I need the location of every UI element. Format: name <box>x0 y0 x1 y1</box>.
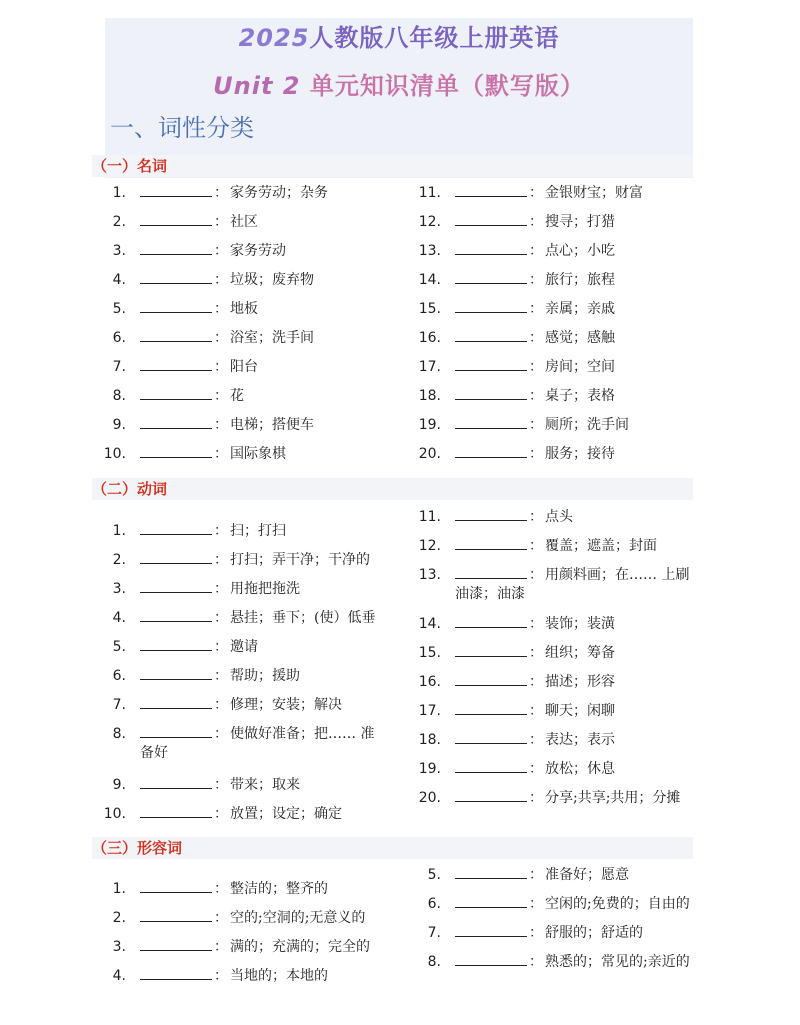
colon: ： <box>214 639 228 655</box>
title-text: 人教版八年级上册英语 <box>309 24 560 52</box>
colon: ： <box>529 185 543 201</box>
answer-blank[interactable] <box>140 578 212 593</box>
item-meaning: 当地的；本地的 <box>230 968 328 984</box>
item-meaning: 满的；充满的；完全的 <box>230 939 370 955</box>
item-number: 5. <box>112 639 126 655</box>
item-number: 6. <box>427 896 441 912</box>
colon: ： <box>529 538 543 554</box>
item-number: 10. <box>103 446 126 462</box>
item-meaning: 装饰；装潢 <box>545 616 615 632</box>
colon: ： <box>214 968 228 984</box>
item-meaning: 垃圾；废弃物 <box>230 272 314 288</box>
colon: ： <box>529 645 543 661</box>
item-number: 3. <box>112 581 126 597</box>
list-item <box>100 636 258 657</box>
item-meaning: 空的;空洞的;无意义的 <box>230 910 366 926</box>
list-item <box>100 182 328 203</box>
colon: ： <box>214 301 228 317</box>
item-meaning: 聊天；闲聊 <box>545 703 615 719</box>
list-item <box>100 414 314 435</box>
list-item <box>415 642 615 663</box>
answer-blank[interactable] <box>455 211 527 226</box>
item-meaning: 表达；表示 <box>545 732 615 748</box>
colon: ： <box>214 359 228 375</box>
colon: ： <box>529 790 543 806</box>
answer-blank[interactable] <box>140 878 212 893</box>
answer-blank[interactable] <box>455 182 527 197</box>
item-number: 18. <box>418 732 441 748</box>
item-meaning: 家务劳动；杂务 <box>230 185 328 201</box>
answer-blank[interactable] <box>455 535 527 550</box>
item-number: 4. <box>112 272 126 288</box>
list-item <box>100 723 374 744</box>
item-meaning: 扫；打扫 <box>230 523 286 539</box>
item-number: 20. <box>418 790 441 806</box>
item-meaning-continued: 备好 <box>140 745 168 761</box>
item-meaning: 打扫；弄干净；干净的 <box>230 552 370 568</box>
list-item <box>415 535 657 556</box>
page-title <box>105 18 693 53</box>
answer-blank[interactable] <box>455 269 527 284</box>
list-item <box>415 298 615 319</box>
item-meaning: 放松；休息 <box>545 761 615 777</box>
list-item <box>100 878 328 899</box>
list-item <box>100 936 370 957</box>
item-number: 9. <box>112 777 126 793</box>
item-number: 5. <box>427 867 441 883</box>
item-meaning: 搜寻；打猎 <box>545 214 615 230</box>
item-number: 2. <box>112 552 126 568</box>
answer-blank[interactable] <box>455 506 527 521</box>
answer-blank[interactable] <box>140 298 212 313</box>
colon: ： <box>214 417 228 433</box>
item-number: 5. <box>112 301 126 317</box>
answer-blank[interactable] <box>140 549 212 564</box>
list-item <box>100 578 300 599</box>
list-item <box>100 803 342 824</box>
answer-blank[interactable] <box>455 729 527 744</box>
answer-blank[interactable] <box>140 607 212 622</box>
colon: ： <box>214 910 228 926</box>
colon: ： <box>529 732 543 748</box>
colon: ： <box>214 777 228 793</box>
colon: ： <box>529 896 543 912</box>
list-item <box>100 240 286 261</box>
colon: ： <box>529 214 543 230</box>
colon: ： <box>529 359 543 375</box>
item-meaning: 组织；筹备 <box>545 645 615 661</box>
answer-blank[interactable] <box>140 414 212 429</box>
item-number: 16. <box>418 330 441 346</box>
item-meaning: 亲属；亲戚 <box>545 301 615 317</box>
item-meaning: 覆盖；遮盖；封面 <box>545 538 657 554</box>
list-item <box>415 671 615 692</box>
answer-blank[interactable] <box>140 907 212 922</box>
item-meaning: 描述；形容 <box>545 674 615 690</box>
item-number: 1. <box>112 185 126 201</box>
answer-blank[interactable] <box>455 922 527 937</box>
item-number: 1. <box>112 523 126 539</box>
colon: ： <box>529 761 543 777</box>
list-item <box>100 520 286 541</box>
item-number: 9. <box>112 417 126 433</box>
item-meaning: 空闲的;免费的；自由的 <box>545 896 690 912</box>
list-item <box>415 182 643 203</box>
section-heading: 一、词性分类 <box>110 114 254 142</box>
item-number: 11. <box>418 509 441 525</box>
answer-blank[interactable] <box>455 414 527 429</box>
colon: ： <box>214 806 228 822</box>
answer-blank[interactable] <box>140 269 212 284</box>
item-number: 8. <box>427 954 441 970</box>
item-meaning: 桌子；表格 <box>545 388 615 404</box>
category-adjectives: （三）形容词 <box>92 837 693 859</box>
item-meaning-continued: 油漆；油漆 <box>455 586 525 602</box>
colon: ： <box>214 939 228 955</box>
item-meaning: 浴室；洗手间 <box>230 330 314 346</box>
item-meaning: 国际象棋 <box>230 446 286 462</box>
answer-blank[interactable] <box>455 564 527 579</box>
answer-blank[interactable] <box>455 356 527 371</box>
item-meaning: 家务劳动 <box>230 243 286 259</box>
list-item <box>100 607 375 628</box>
page-subtitle <box>105 66 693 101</box>
item-meaning: 分享;共享;共用；分摊 <box>545 790 681 806</box>
list-item <box>415 211 615 232</box>
list-item <box>415 240 615 261</box>
title-year: 2025 <box>238 24 310 52</box>
answer-blank[interactable] <box>455 443 527 458</box>
colon: ： <box>529 243 543 259</box>
colon: ： <box>214 552 228 568</box>
answer-blank[interactable] <box>140 636 212 651</box>
answer-blank[interactable] <box>140 965 212 980</box>
item-meaning: 使做好准备；把…… 准 <box>230 726 375 742</box>
colon: ： <box>214 668 228 684</box>
item-number: 14. <box>418 272 441 288</box>
answer-blank[interactable] <box>140 520 212 535</box>
item-number: 7. <box>112 697 126 713</box>
item-number: 3. <box>112 939 126 955</box>
answer-blank[interactable] <box>140 356 212 371</box>
colon: ： <box>214 330 228 346</box>
item-number: 13. <box>418 243 441 259</box>
item-meaning: 地板 <box>230 301 258 317</box>
list-item <box>415 269 615 290</box>
colon: ： <box>214 214 228 230</box>
item-number: 17. <box>418 703 441 719</box>
answer-blank[interactable] <box>140 385 212 400</box>
item-number: 18. <box>418 388 441 404</box>
colon: ： <box>529 867 543 883</box>
item-meaning: 放置；设定；确定 <box>230 806 342 822</box>
item-meaning: 花 <box>230 388 244 404</box>
subtitle-unit: Unit 2 <box>213 72 301 100</box>
list-item <box>415 564 689 585</box>
colon: ： <box>214 881 228 897</box>
colon: ： <box>214 523 228 539</box>
item-number: 11. <box>418 185 441 201</box>
colon: ： <box>529 330 543 346</box>
colon: ： <box>214 697 228 713</box>
colon: ： <box>529 703 543 719</box>
item-meaning: 旅行；旅程 <box>545 272 615 288</box>
list-item <box>100 298 258 319</box>
answer-blank[interactable] <box>455 385 527 400</box>
item-number: 4. <box>112 610 126 626</box>
category-verbs: （二）动词 <box>92 478 693 500</box>
answer-blank[interactable] <box>455 758 527 773</box>
list-item <box>415 787 680 808</box>
list-item <box>100 665 300 686</box>
list-item <box>100 356 258 377</box>
colon: ： <box>529 272 543 288</box>
colon: ： <box>214 185 228 201</box>
item-meaning: 电梯；搭便车 <box>230 417 314 433</box>
answer-blank[interactable] <box>140 694 212 709</box>
item-meaning: 感觉；感触 <box>545 330 615 346</box>
answer-blank[interactable] <box>140 774 212 789</box>
item-meaning: 服务；接待 <box>545 446 615 462</box>
item-number: 8. <box>112 388 126 404</box>
item-number: 15. <box>418 301 441 317</box>
item-number: 8. <box>112 726 126 742</box>
item-number: 10. <box>103 806 126 822</box>
item-meaning: 帮助；援助 <box>230 668 300 684</box>
item-number: 2. <box>112 214 126 230</box>
answer-blank[interactable] <box>455 864 527 879</box>
item-number: 12. <box>418 538 441 554</box>
answer-blank[interactable] <box>140 936 212 951</box>
colon: ： <box>214 243 228 259</box>
list-item <box>415 414 629 435</box>
colon: ： <box>214 726 228 742</box>
list-item <box>100 774 300 795</box>
answer-blank[interactable] <box>455 642 527 657</box>
colon: ： <box>529 616 543 632</box>
item-meaning: 金银财宝；财富 <box>545 185 643 201</box>
answer-blank[interactable] <box>455 298 527 313</box>
answer-blank[interactable] <box>455 787 527 802</box>
item-number: 7. <box>112 359 126 375</box>
colon: ： <box>529 301 543 317</box>
item-meaning: 用颜料画；在…… 上刷 <box>545 567 690 583</box>
list-item <box>100 443 286 464</box>
item-meaning: 房间；空间 <box>545 359 615 375</box>
answer-blank[interactable] <box>140 723 212 738</box>
answer-blank[interactable] <box>455 700 527 715</box>
item-meaning: 熟悉的；常见的;亲近的 <box>545 954 690 970</box>
item-number: 15. <box>418 645 441 661</box>
answer-blank[interactable] <box>140 803 212 818</box>
list-item <box>100 385 244 406</box>
answer-blank[interactable] <box>455 327 527 342</box>
item-number: 1. <box>112 881 126 897</box>
item-number: 2. <box>112 910 126 926</box>
item-meaning: 厕所；洗手间 <box>545 417 629 433</box>
item-meaning: 悬挂；垂下；(使）低垂 <box>230 610 376 626</box>
item-meaning: 带来；取来 <box>230 777 300 793</box>
item-meaning: 舒服的；舒适的 <box>545 925 643 941</box>
item-number: 6. <box>112 668 126 684</box>
colon: ： <box>529 509 543 525</box>
list-item <box>415 613 615 634</box>
answer-blank[interactable] <box>140 327 212 342</box>
list-item <box>415 443 615 464</box>
colon: ： <box>214 272 228 288</box>
colon: ： <box>529 567 543 583</box>
item-number: 17. <box>418 359 441 375</box>
colon: ： <box>529 954 543 970</box>
colon: ： <box>529 674 543 690</box>
item-number: 14. <box>418 616 441 632</box>
list-item <box>415 864 629 885</box>
item-number: 7. <box>427 925 441 941</box>
item-number: 6. <box>112 330 126 346</box>
list-item <box>415 758 615 779</box>
category-nouns: （一）名词 <box>92 155 693 177</box>
answer-blank[interactable] <box>140 182 212 197</box>
item-meaning: 准备好；愿意 <box>545 867 629 883</box>
list-item <box>100 907 365 928</box>
list-item <box>100 965 328 986</box>
item-number: 13. <box>418 567 441 583</box>
item-meaning: 用拖把拖洗 <box>230 581 300 597</box>
list-item <box>100 327 314 348</box>
item-number: 20. <box>418 446 441 462</box>
answer-blank[interactable] <box>455 671 527 686</box>
answer-blank[interactable] <box>140 665 212 680</box>
item-number: 3. <box>112 243 126 259</box>
list-item <box>415 700 615 721</box>
list-item <box>415 922 643 943</box>
answer-blank[interactable] <box>455 613 527 628</box>
list-item <box>100 269 314 290</box>
list-item <box>415 951 690 972</box>
colon: ： <box>529 925 543 941</box>
answer-blank[interactable] <box>140 211 212 226</box>
item-meaning: 点心；小吃 <box>545 243 615 259</box>
item-meaning: 邀请 <box>230 639 258 655</box>
colon: ： <box>529 388 543 404</box>
list-item <box>415 506 573 527</box>
list-item <box>415 893 690 914</box>
list-item <box>415 327 615 348</box>
item-meaning: 整洁的；整齐的 <box>230 881 328 897</box>
item-meaning: 社区 <box>230 214 258 230</box>
subtitle-text: 单元知识清单（默写版） <box>309 72 585 100</box>
list-item <box>100 549 370 570</box>
list-item <box>415 385 615 406</box>
list-item <box>415 729 615 750</box>
answer-blank[interactable] <box>455 951 527 966</box>
item-number: 4. <box>112 968 126 984</box>
answer-blank[interactable] <box>140 240 212 255</box>
list-item <box>100 211 258 232</box>
item-number: 12. <box>418 214 441 230</box>
colon: ： <box>214 581 228 597</box>
colon: ： <box>214 446 228 462</box>
item-meaning: 修理；安装；解决 <box>230 697 342 713</box>
list-item <box>415 356 615 377</box>
item-number: 16. <box>418 674 441 690</box>
item-meaning: 阳台 <box>230 359 258 375</box>
answer-blank[interactable] <box>140 443 212 458</box>
item-number: 19. <box>418 761 441 777</box>
colon: ： <box>214 610 228 626</box>
answer-blank[interactable] <box>455 240 527 255</box>
colon: ： <box>214 388 228 404</box>
list-item <box>100 694 342 715</box>
item-meaning: 点头 <box>545 509 573 525</box>
colon: ： <box>529 446 543 462</box>
item-number: 19. <box>418 417 441 433</box>
answer-blank[interactable] <box>455 893 527 908</box>
colon: ： <box>529 417 543 433</box>
